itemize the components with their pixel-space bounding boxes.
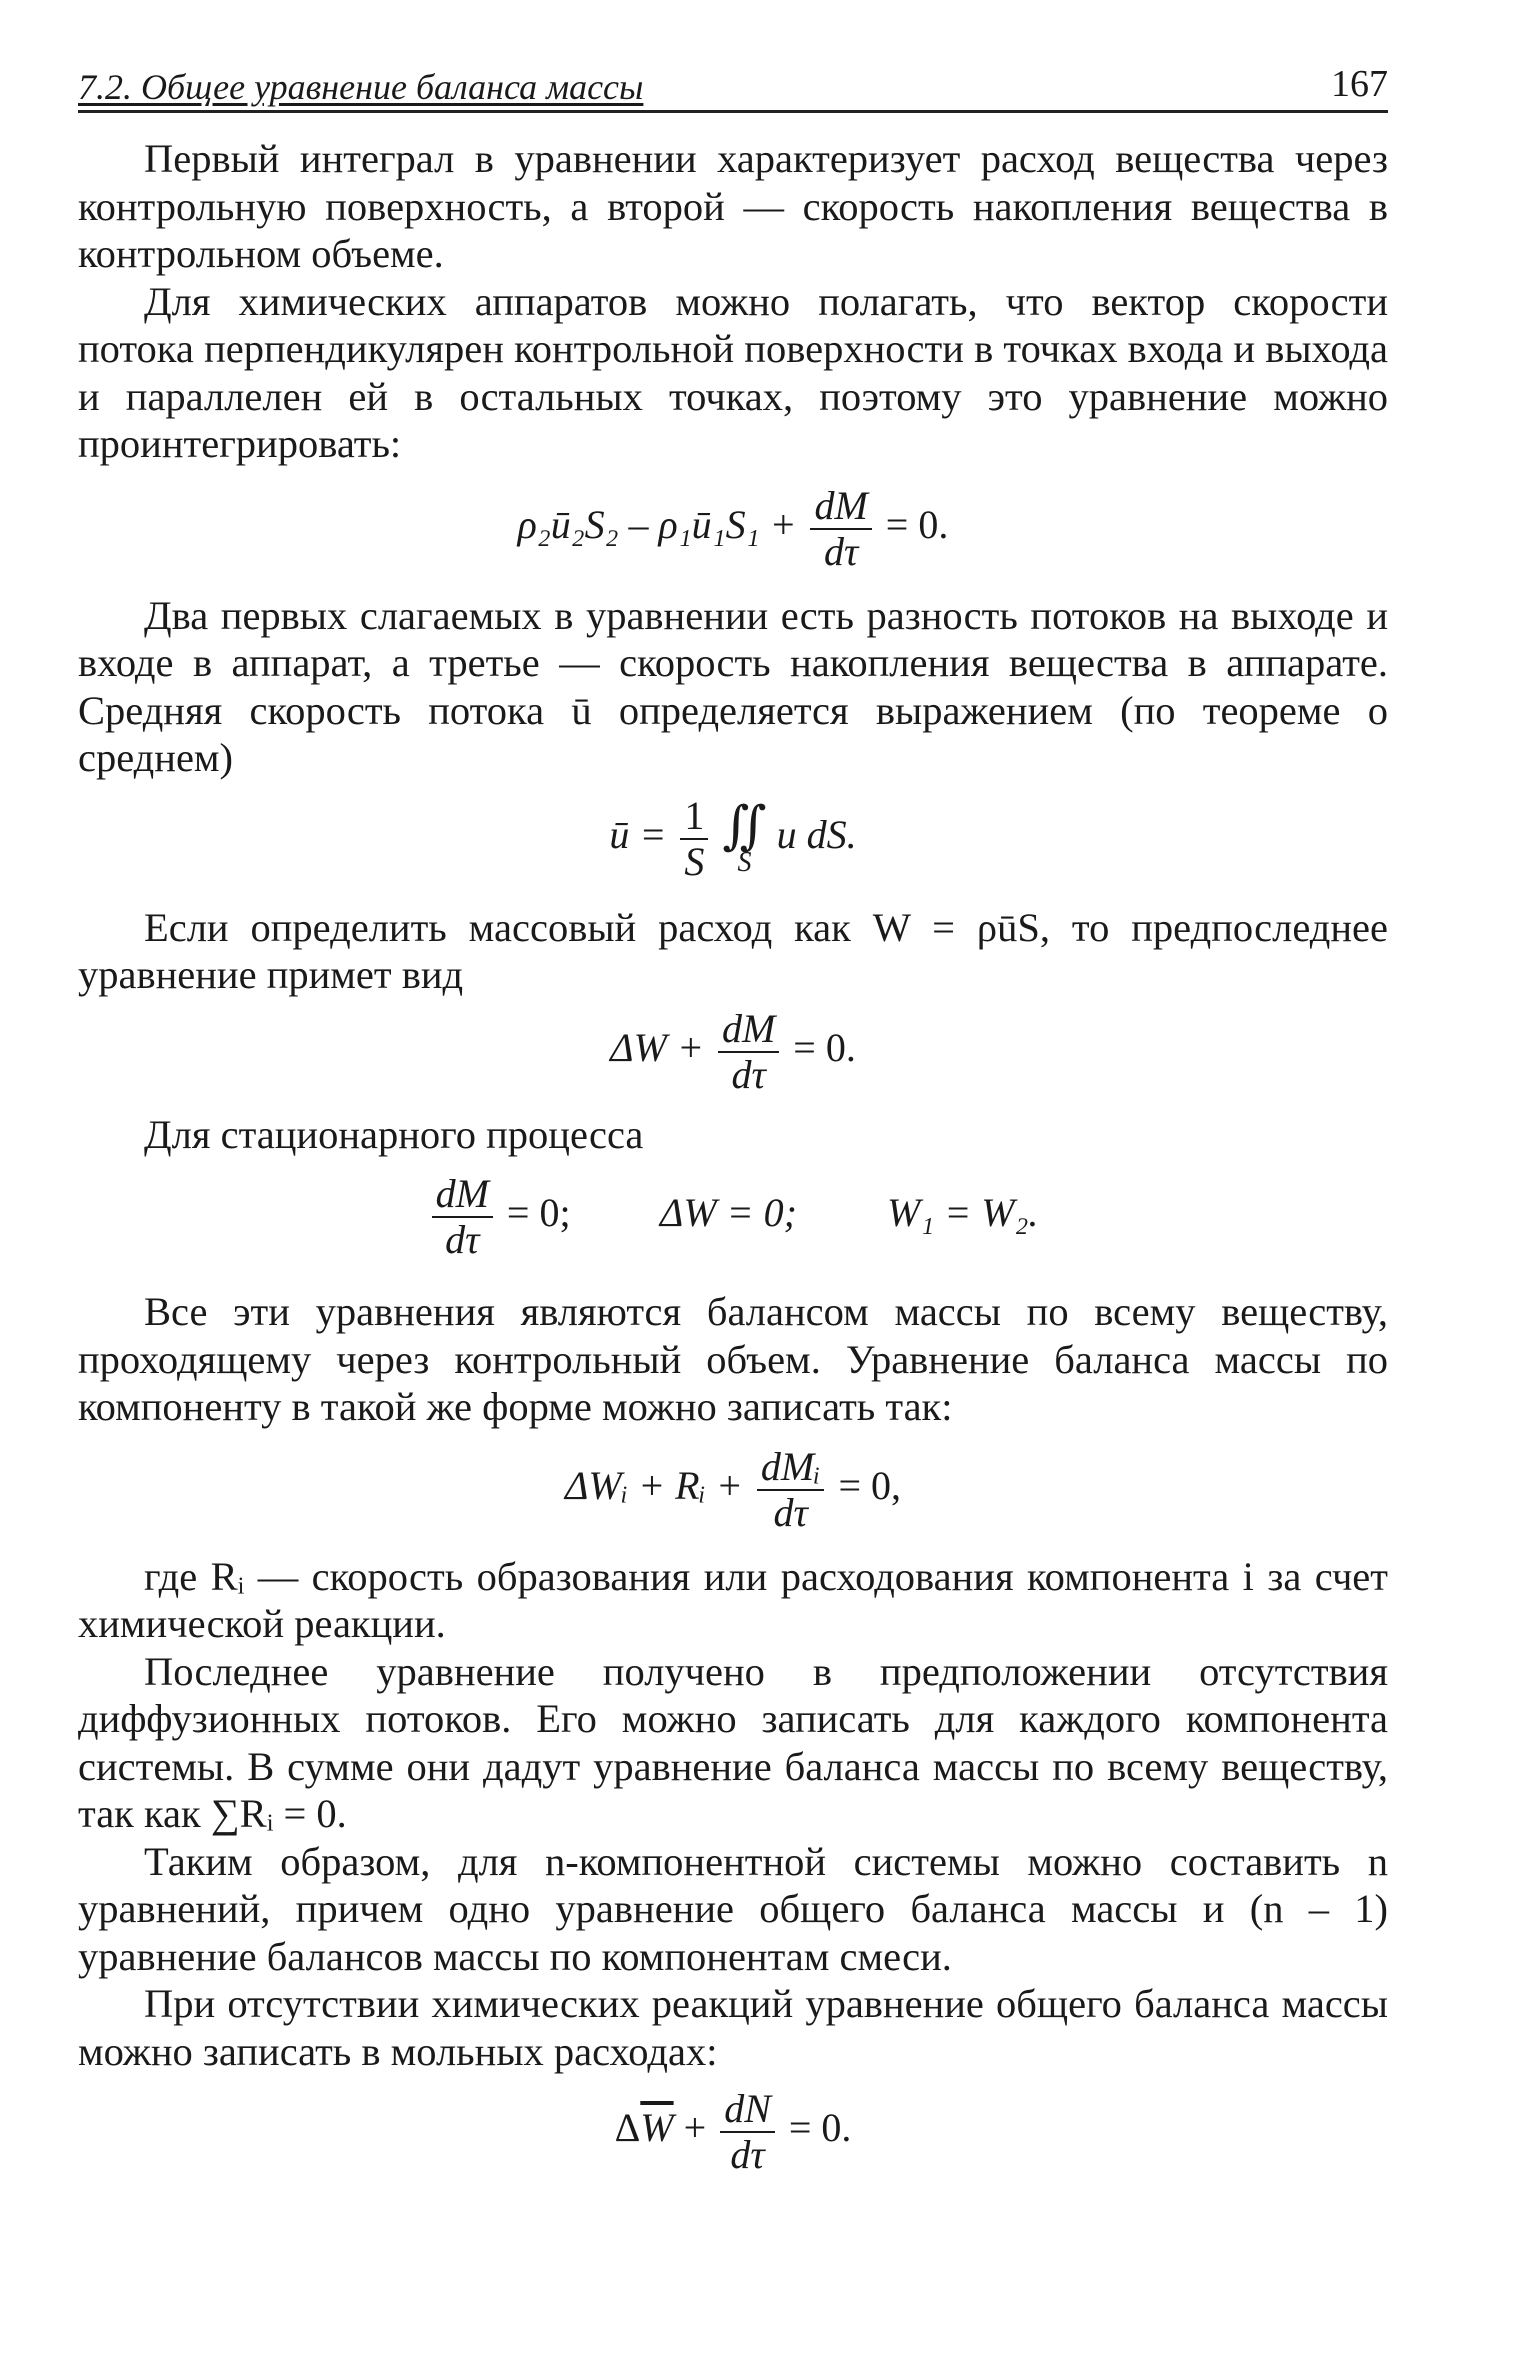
fraction-dm-dtau	[718, 1005, 779, 1097]
equation-component-balance	[78, 1443, 1388, 1535]
equation-molar-balance	[78, 2086, 1388, 2177]
running-header	[78, 52, 1388, 113]
integral-sign: ∬	[722, 797, 767, 855]
fraction-dmi-dtau	[757, 1443, 825, 1535]
equation-rhs: = 0,	[838, 1462, 902, 1508]
fraction-denominator: dτ	[731, 1051, 766, 1097]
equation-lhs: ū =	[609, 811, 667, 857]
fraction-numerator: dM	[432, 1174, 493, 1218]
paragraph-7: где Rᵢ — скорость образования или расходования компонента i за счет химической реакции.	[78, 1553, 1388, 1646]
paragraph-2: Для химических аппаратов можно полагать, что вектор скорости потока перпендикулярен контрольной поверхности в точках входа и выхода и параллелен ей в остальных точках, поэтому это уравнение можно проинтегрировать:	[78, 278, 1388, 466]
equation-terms: ρ₂ū₂S₂ – ρ₁ū₁S₁ +	[517, 501, 797, 547]
fraction-denominator: S	[684, 838, 705, 884]
fraction-denominator: dτ	[823, 528, 859, 574]
integral-limit: S	[737, 846, 752, 878]
integrand: u dS.	[776, 811, 857, 857]
equation-mass-flow	[78, 1005, 1388, 1097]
equation-stationary	[78, 1171, 1388, 1262]
equation-flow-balance	[78, 482, 1388, 574]
equation-mean-velocity	[78, 792, 1388, 884]
paragraph-1: Первый интеграл в уравнении характеризует расход вещества через контрольную поверхность, а второй — скорость накопления вещества в контрольном объеме.	[78, 136, 1388, 276]
paragraph-10: При отсутствии химических реакций уравнение общего баланса массы можно записать в мольных расходах:	[78, 1981, 1388, 2074]
book-page	[78, 52, 1388, 2175]
fraction-dm-dtau	[810, 482, 871, 574]
fraction-numerator: dM	[718, 1009, 779, 1053]
equation-rhs: = 0.	[793, 1024, 856, 1070]
delta-symbol: Δ	[614, 2105, 641, 2151]
page-number: 167	[1331, 63, 1388, 105]
equation-rhs: = 0.	[788, 2105, 852, 2151]
fraction-denominator: dτ	[445, 1217, 480, 1262]
fraction-denominator: dτ	[730, 2132, 765, 2177]
fraction-one-over-s	[680, 792, 708, 884]
paragraph-4: Если определить массовый расход как W = ρūS, то предпоследнее уравнение примет вид	[78, 904, 1388, 997]
fraction-numerator: 1	[680, 796, 708, 840]
double-integral	[722, 797, 767, 878]
equation-rhs: = 0.	[885, 501, 949, 547]
molar-flow-symbol: $\overline{W}$	[640, 2105, 674, 2151]
equation-lhs: ΔW +	[610, 1024, 704, 1070]
equation-lhs: ΔWᵢ + Rᵢ +	[564, 1462, 743, 1508]
equation-part-2: ΔW = 0;	[659, 1190, 797, 1236]
fraction-numerator: dMᵢ	[757, 1447, 825, 1491]
equation-part-1: = 0;	[506, 1190, 571, 1236]
paragraph-5: Для стационарного процесса	[144, 1111, 644, 1157]
plus-sign: +	[683, 2105, 707, 2151]
fraction-numerator: dM	[810, 486, 871, 530]
fraction-numerator: dN	[720, 2089, 775, 2133]
paragraph-3: Два первых слагаемых в уравнении есть разность потоков на выходе и входе в аппарат, а третье — скорость накопления вещества в аппарате. Средняя скорость потока ū определяется выражением (по теореме о среднем)	[78, 592, 1388, 780]
paragraph-8: Последнее уравнение получено в предположении отсутствия диффузионных потоков. Его можно записать для каждого компонента системы. В сумме они дадут уравнение баланса массы по всему веществу, так как ∑Rᵢ = 0.	[78, 1648, 1388, 1836]
paragraph-6: Все эти уравнения являются балансом массы по всему веществу, проходящему через контрольный объем. Уравнение баланса массы по компоненту в такой же форме можно записать так:	[78, 1289, 1388, 1429]
fraction-dn-dtau	[720, 2086, 775, 2177]
fraction-denominator: dτ	[773, 1489, 808, 1535]
paragraph-9: Таким образом, для n-компонентной системы можно составить n уравнений, причем одно уравнение общего баланса массы и (n – 1) уравнение балансов массы по компонентам смеси.	[78, 1838, 1388, 1979]
section-title: 7.2. Общее уравнение баланса массы	[78, 67, 644, 107]
fraction-dm-dtau	[432, 1171, 493, 1262]
page-body	[78, 135, 1388, 2175]
equation-part-3: W₁ = W₂.	[886, 1190, 1039, 1236]
